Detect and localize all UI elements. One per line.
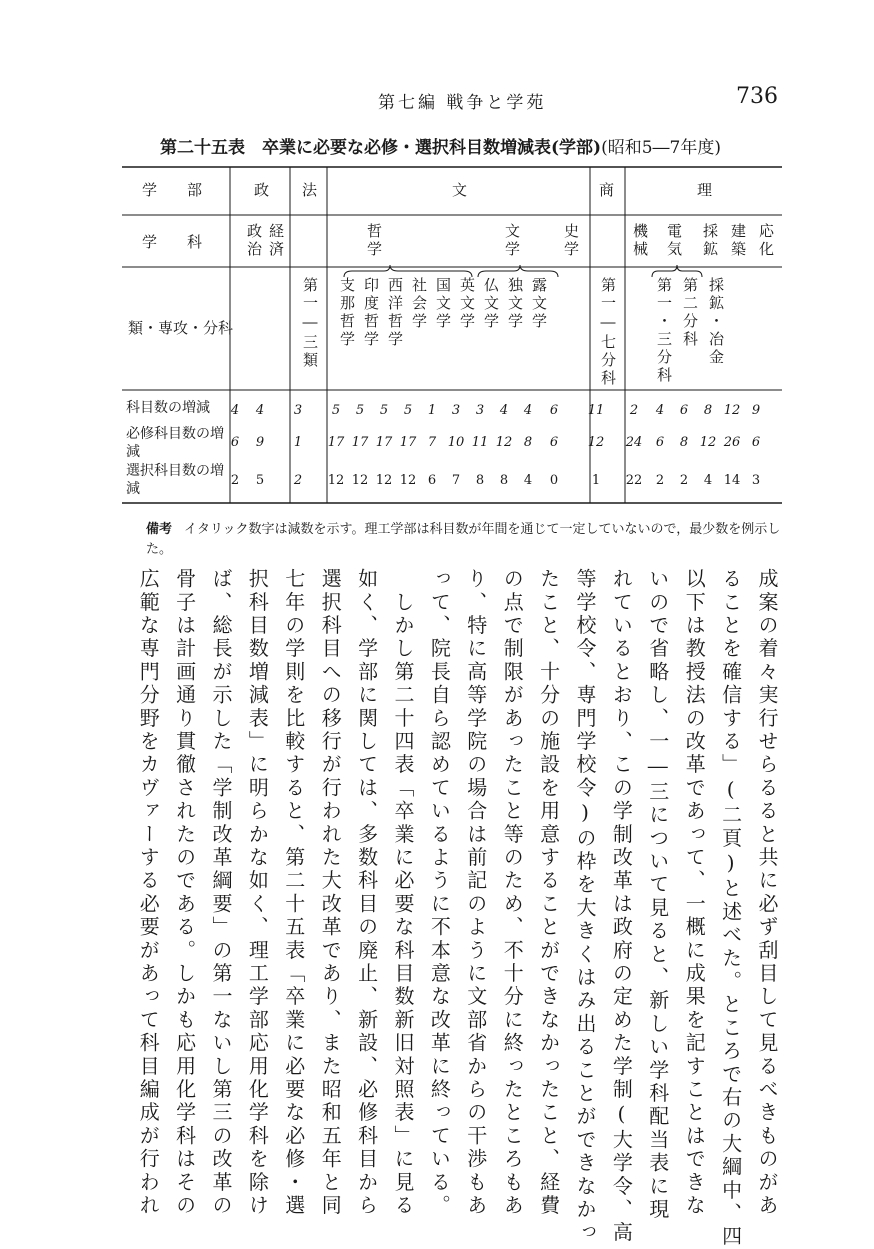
running-header: 第七編 戦争と学苑 (378, 93, 547, 113)
table-value-cell: 17 (399, 435, 417, 450)
division-german-lit: 独文学 (506, 277, 524, 331)
table-value-cell: 6 (751, 435, 761, 450)
table-value-cell: 6 (230, 435, 240, 450)
body-text-column: れているとおり、この学制改革は政府の定めた学制(大学令、高 (609, 568, 634, 1245)
faculty-politics-economics: 政 (254, 181, 270, 199)
department-literature: 文学 (503, 223, 521, 259)
table-value-cell: 12 (327, 473, 345, 488)
table-value-cell: 1 (427, 403, 437, 418)
table-value-cell: 2 (230, 473, 240, 488)
body-text-column: 以下は教授法の改革であって、一概に成果を記すことはできな (682, 568, 707, 1218)
table-remark (146, 520, 786, 560)
table-value-cell: 12 (587, 435, 605, 450)
body-text-column: いので省略し、一―三について見ると、新しい学科配当表に現 (645, 568, 670, 1222)
table-value-cell: 14 (723, 473, 741, 488)
department-mining: 採鉱 (701, 223, 719, 259)
table-value-cell: 12 (699, 435, 717, 450)
remark-label: 備考 (146, 522, 173, 537)
table-value-cell: 17 (351, 435, 369, 450)
table-value-cell: 12 (351, 473, 369, 488)
table-value-cell: 3 (475, 403, 485, 418)
department-philosophy: 哲学 (365, 223, 383, 259)
table-value-cell: 6 (549, 435, 559, 450)
table-value-cell: 8 (703, 403, 713, 418)
faculty-letters: 文 (452, 181, 468, 199)
body-text-column: 広範な専門分野をカヴァーする必要があって科目編成が行われ (136, 568, 161, 1218)
table-value-cell: 2 (655, 473, 665, 488)
table-value-cell: 17 (327, 435, 345, 450)
table-value-cell: 12 (495, 435, 513, 450)
table-value-cell: 12 (375, 473, 393, 488)
department-row-label: 学 科 (142, 233, 203, 251)
table-title-period: (昭和5―7年度) (601, 138, 721, 158)
department-mechanical: 機械 (631, 223, 649, 259)
division-law-1-3: 第一―三類 (301, 277, 319, 370)
body-text-column: ることを確信する」(二頁)と述べた。ところで右の大綱中、四 (718, 568, 743, 1249)
faculty-law: 法 (302, 181, 318, 199)
table-value-cell: 7 (451, 473, 461, 488)
table-value-cell: 4 (499, 403, 509, 418)
division-chinese-philosophy: 支那哲学 (338, 277, 356, 349)
table-value-cell: 5 (255, 473, 265, 488)
division-2: 第二分科 (681, 277, 699, 349)
row-label-total: 科目数の増減 (126, 400, 210, 416)
table-value-cell: 4 (230, 403, 240, 418)
division-western-philosophy: 西洋哲学 (386, 277, 404, 349)
table-value-cell: 4 (655, 403, 665, 418)
division-japanese-lit: 国文学 (434, 277, 452, 331)
table-value-cell: 4 (703, 473, 713, 488)
department-history: 史学 (562, 223, 580, 259)
faculty-science: 理 (697, 181, 713, 199)
table-value-cell: 9 (255, 435, 265, 450)
body-text-column: 等学校令、専門学校令)の枠を大きくはみ出ることができなかっ (573, 568, 597, 1245)
body-text-column: 択科目数増減表」に明らかな如く、理工学部応用化学科を除け (245, 568, 270, 1218)
table-value-cell: 2 (293, 473, 303, 488)
table-value-cell: 3 (751, 473, 761, 488)
body-text-column: の点で制限があったこと等のため、不十分に終ったところもあ (500, 568, 525, 1218)
table-value-cell: 6 (427, 473, 437, 488)
table-value-cell: 6 (549, 403, 559, 418)
table-value-cell: 10 (447, 435, 465, 450)
table-value-cell: 11 (587, 403, 605, 418)
department-economics: 経済 (267, 223, 285, 259)
division-sociology: 社会学 (410, 277, 428, 331)
table-value-cell: 8 (499, 473, 509, 488)
table-value-cell: 6 (679, 403, 689, 418)
department-architecture: 建築 (729, 223, 747, 259)
faculty-commerce: 商 (599, 181, 615, 199)
body-text-column: 骨子は計画通り貫徹されたのである。しかも応用化学科はその (172, 568, 197, 1218)
body-text-column: ば、総長が示した「学制改革綱要」の第一ないし第三の改革の (209, 568, 233, 1218)
table-title-main: 第二十五表 卒業に必要な必修・選択科目数増減表(学部) (160, 138, 602, 158)
table-value-cell: 12 (723, 403, 741, 418)
table-value-cell: 8 (679, 435, 689, 450)
table-value-cell: 4 (255, 403, 265, 418)
table-value-cell: 5 (331, 403, 341, 418)
body-text-column: 七年の学則を比較すると、第二十五表「卒業に必要な必修・選 (281, 568, 306, 1218)
body-text-column: 選択科目への移行が行われた大改革であり、また昭和五年と同 (318, 568, 343, 1218)
body-text-column: 成案の着々実行せらるると共に必ず刮目して見るべきものがあ (755, 568, 779, 1218)
page-number: 736 (736, 84, 778, 109)
table-value-cell: 8 (523, 435, 533, 450)
table-value-cell: 2 (679, 473, 689, 488)
row-label-elective: 選択科目数の増減 (126, 463, 224, 497)
division-mining-metallurgy: 採鉱・冶金 (707, 277, 725, 367)
table-value-cell: 1 (293, 435, 303, 450)
department-applied-chemistry: 応化 (757, 223, 775, 259)
remark-text: イタリック数字は減数を示す。理工学部は科目数が年間を通じて一定していないので，最少数を例示した。 (146, 522, 781, 557)
body-text-column: り、特に高等学院の場合は前記のように文部省からの干渉もあ (463, 568, 488, 1218)
division-english-lit: 英文学 (458, 277, 476, 331)
division-indian-philosophy: 印度哲学 (362, 277, 380, 349)
department-electrical: 電気 (665, 223, 683, 259)
table-value-cell: 5 (355, 403, 365, 418)
table-value-cell: 1 (591, 473, 601, 488)
division-french-lit: 仏文学 (482, 277, 500, 331)
faculty-row-label: 学 部 (142, 181, 203, 199)
table-value-cell: 2 (629, 403, 639, 418)
division-row-label: 類・専攻・分科 (128, 319, 234, 337)
table-value-cell: 6 (655, 435, 665, 450)
table-title (160, 133, 721, 158)
subject-count-table (122, 165, 782, 505)
table-value-cell: 9 (751, 403, 761, 418)
table-value-cell: 26 (723, 435, 741, 450)
table-value-cell: 11 (471, 435, 489, 450)
row-label-required: 必修科目数の増減 (126, 426, 224, 460)
table-value-cell: 4 (523, 473, 533, 488)
table-value-cell: 17 (375, 435, 393, 450)
body-text-column: って、院長自ら認めているように不本意な改革に終っている。 (427, 568, 452, 1218)
division-russian-lit: 露文学 (530, 277, 548, 331)
body-text-column: しかし第二十四表「卒業に必要な科目数新旧対照表」に見る (391, 568, 415, 1218)
division-commerce-1-7: 第一―七分科 (599, 277, 617, 388)
table-value-cell: 0 (549, 473, 559, 488)
table-value-cell: 8 (475, 473, 485, 488)
body-text (110, 568, 782, 1249)
table-value-cell: 22 (625, 473, 643, 488)
body-text-column: たこと、十分の施設を用意することができなかったこと、経費 (536, 568, 561, 1218)
table-value-cell: 5 (379, 403, 389, 418)
table-value-cell: 24 (625, 435, 643, 450)
department-politics: 政治 (245, 223, 263, 259)
table-value-cell: 5 (403, 403, 413, 418)
table-value-cell: 4 (523, 403, 533, 418)
table-value-cell: 7 (427, 435, 437, 450)
table-value-cell: 12 (399, 473, 417, 488)
division-1-3: 第一・三分科 (655, 277, 673, 385)
table-value-cell: 3 (293, 403, 303, 418)
table-value-cell: 3 (451, 403, 461, 418)
body-text-column: 如く、学部に関しては、多数科目の廃止、新設、必修科目から (354, 568, 379, 1218)
